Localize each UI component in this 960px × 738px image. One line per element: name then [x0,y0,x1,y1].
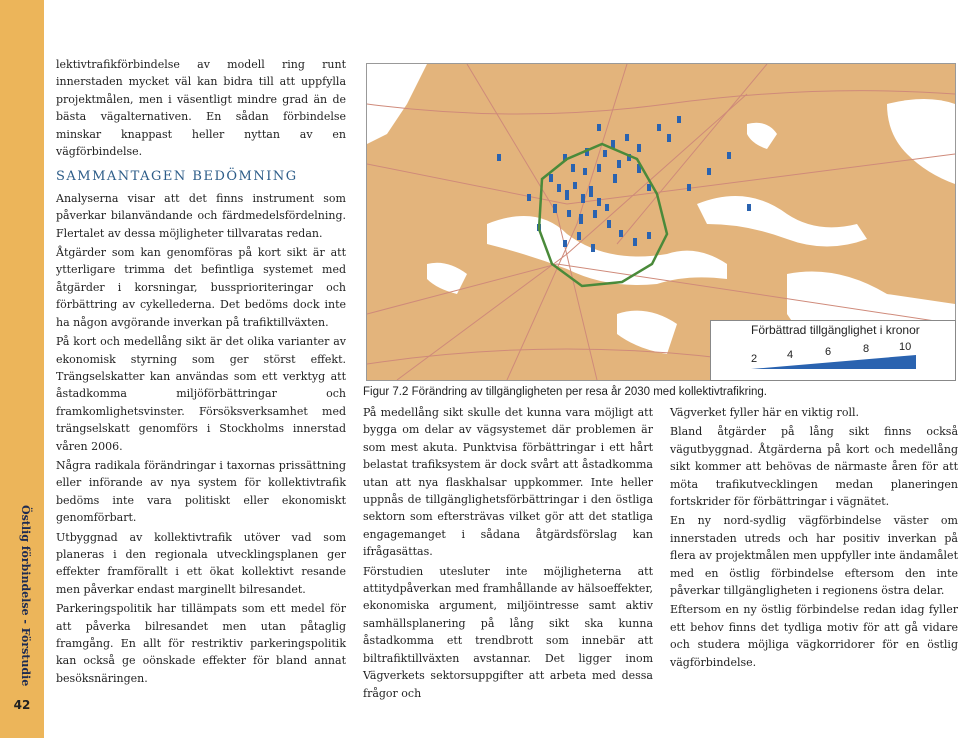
paragraph: Parkeringspolitik har tillämpats som ett medel för att påverka bilresandet men utan påtaglig framgång. En allt för restriktiv parkeringspolitik kan också ge oönskade effekter för bland annat besöksnäringen. [56,602,346,685]
map-legend [710,320,956,381]
text-column-right [670,404,958,673]
legend-value: 10 [899,341,912,353]
figure-caption: Figur 7.2 Förändring av tillgängligheten per resa år 2030 med kollektivtrafikring. [363,386,767,398]
legend-value: 8 [863,343,870,355]
legend-value: 6 [825,346,832,358]
chapter-title-wrap [4,60,40,390]
text-column-left [56,56,346,689]
paragraph: Bland åtgärder på lång sikt finns också vägutbyggnad. Åtgärderna på kort och medellång sikt kommer att behövas de närmaste åren för att möta trafikutvecklingen medan planeringen fortskrider för förbättringar i vägnätet. [670,425,958,509]
paragraph: Eftersom en ny östlig förbindelse redan idag fyller ett behov finns det tydliga motiv för att gå vidare och studera möjliga vägkorridorer för en östlig vägförbindelse. [670,603,958,669]
paragraph: Utbyggnad av kollektivtrafik utöver vad som planeras i den regionala utvecklingsplanen ger effekter framförallt i ett ökat kollektivt resande men påverkar endast marginellt bilresandet. [56,530,346,596]
legend-title: Förbättrad tillgänglighet i kronor [751,323,920,337]
legend-scale [711,321,955,380]
paragraph: Några radikala förändringar i taxornas prissättning eller införande av nya system för kollektivtrafik bedöms inte vara politiskt eller ekonomiskt genomförbart. [56,458,346,525]
legend-value: 2 [751,353,758,365]
paragraph: En ny nord-sydlig vägförbindelse väster om innerstaden utreds och har positiv inverkan på flera av projektmålen men uppfyller inte ändamålet med en östlig förbindelse eftersom den inte påverkar tillgängligheten i regionens östra delar. [670,514,958,598]
page-number: 42 [13,698,31,712]
section-heading: SAMMANTAGEN BEDÖMNING [56,169,298,185]
report-title: Östlig förbindelse - Förstudie [19,505,32,687]
paragraph: På medellång sikt skulle det kunna vara möjligt att bygga om delar av vägsystemet där problemen är som mest akuta. Punktvisa förbättringar i ett hårt belastat trafiksystem är dock svårt att åstadkomma utan att nya flaskhalsar uppkommer. Inte heller uppnås de tillgänglighetsförbättringar i den östliga sektorn som eftersträvas vilket gör att det statliga engagemanget i sådana åtgärdsförslag kan ifrågasättas. [363,406,653,559]
chapter-sidebar [0,0,44,738]
paragraph: På kort och medellång sikt är det olika varianter av ekonomisk styrning som ger störst effekt. Trängselskatter kan användas som ett verktyg att åstadkomma miljöförbättringar och framkomlighetsvinster. Försöksverksamhet med trängselskatt genomförs i Stockholms innerstad våren 2006. [56,335,346,453]
paragraph: Åtgärder som kan genomföras på kort sikt är att ytterligare trimma det befintliga systemet med åtgärder i korsningar, bussprioriteringar och förbättring av cykellederna. Det bedöms dock inte ha någon avgörande inverkan på trafiktillväxten. [56,246,346,329]
intro-paragraph: lektivtrafikförbindelse av modell ring runt innerstaden mycket väl kan bidra till att uppfylla projektmålen, men i väsentligt mindre grad än de bästa vägalternativen. En sådan förbindelse minskar knappast heller nyttan av en vägförbindelse. [56,58,346,159]
paragraph: Förstudien utesluter inte möjligheterna att attitydpåverkan med framhållande av hälsoeffekter, ekonomiska argument, miljöintresse samt aktiv samhällsplanering på lång sikt ska kunna åstadkomma ett trendbrott som innebär att biltrafiktillväxten avstannar. Det ligger inom Vägverkets sektorsuppgifter att arbeta med dessa frågor och [363,564,653,700]
legend-value: 4 [787,349,794,361]
paragraph: Analyserna visar att det finns instrument som påverkar bilanvändande och färdmedelsfördelning. Flertalet av dessa möjligheter tillvaratas redan. [56,191,346,240]
paragraph: Vägverket fyller här en viktig roll. [670,406,859,419]
text-column-middle [363,404,653,704]
